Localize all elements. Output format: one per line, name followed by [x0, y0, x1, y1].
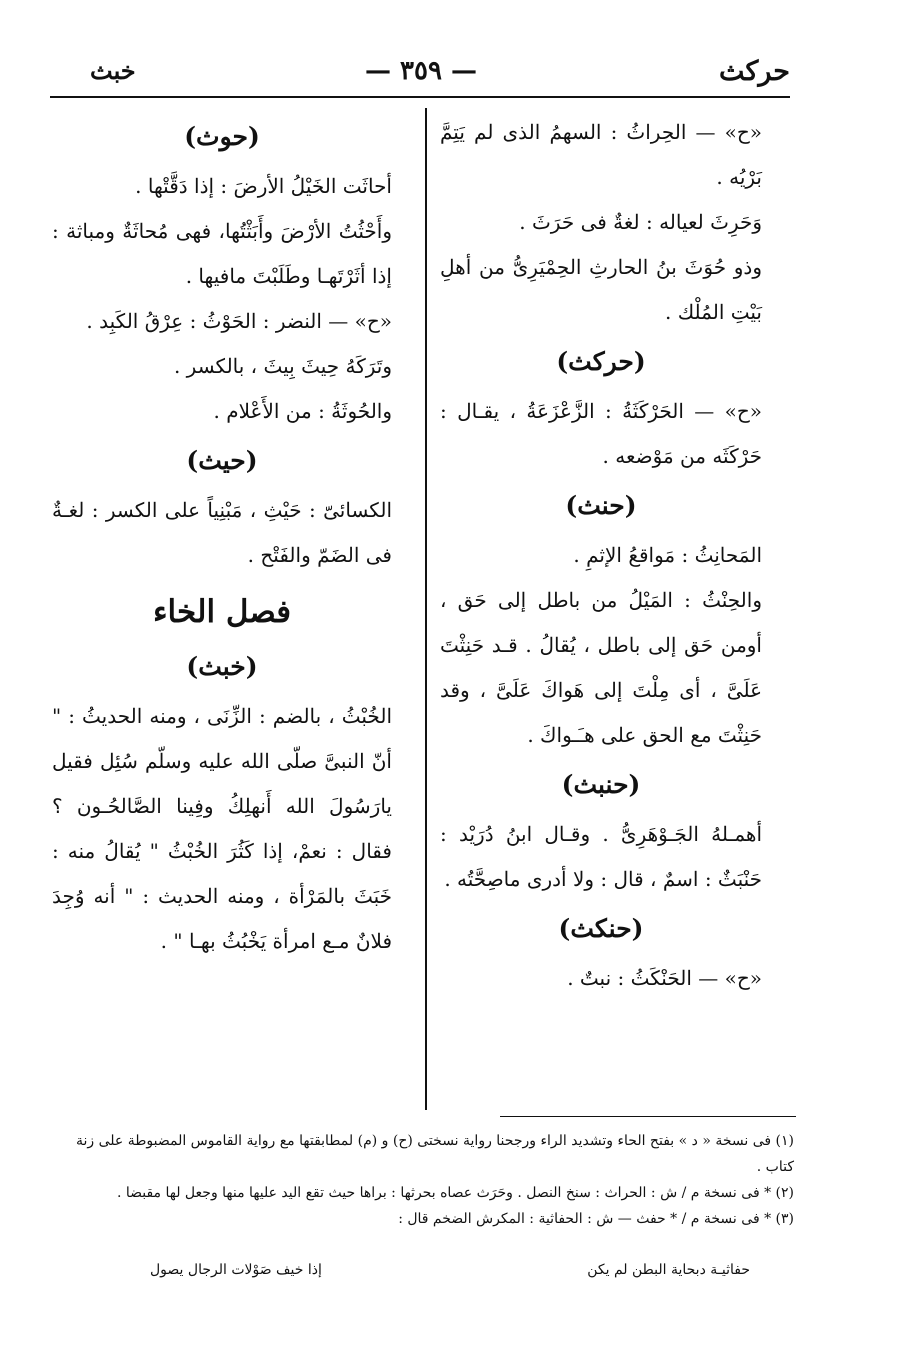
entry-paragraph: «ح» — الحَنْكَثُ : نبتٌ . [567, 966, 762, 990]
entry-paragraph: «ح» — الحَرْكَثَةُ : الزَّعْزَعَةُ ، يقـال : حَرْكَثَه من مَوْضعه . [440, 399, 762, 468]
footnote: (٢) * فى نسخة م / ش : الحراث : سنخ النصل . وحَرَث عصاه بحرثها : براها حيث تقع اليد عليها منها وجعل لها مقبضا . [116, 1185, 794, 1201]
entry-paragraph: أحاثَت الخَيْلُ الأرضَ : إذا دَقَّتْها . [135, 174, 392, 198]
footnote: (٣) * فى نسخة م / * حفث — ش : الحفاثية : المكرش الضخم قال : [398, 1211, 794, 1227]
header-right-word: حركث [719, 56, 790, 87]
entry-title: (حيث) [186, 446, 258, 475]
footnotes [52, 1128, 794, 1232]
entry-title: (حوث) [184, 122, 260, 151]
entry-paragraph: أهمـلهُ الجَـوْهَرِىُّ . وقـال ابنُ دُرَيْد : حَنْبَثٌ : اسمٌ ، قال : ولا أدرى ماصِحَّتُه . [440, 822, 762, 891]
entry-paragraph: والحِنْثُ : المَيْلُ من باطل إلى حَق ، أومن حَق إلى باطل ، يُقالُ . قـد حَنِثْتَ عَلَىَّ ، أى مِلْتَ إلى هَواكَ عَلَىَّ ، وقد حَنِثْتَ مع الحق على هـَـواكَ . [440, 588, 762, 747]
entry-paragraph: «ح» — النضر : الحَوْثُ : عِرْقُ الكَبِد . [86, 309, 392, 333]
header-left-word: خبث [90, 56, 136, 85]
footnote: (١) فى نسخة « د » بفتح الحاء وتشديد الراء ورجحنا رواية نسختى (ح) و (م) لمطابقتها مع رواية القاموس المضبوطة على زنة كتاب . [76, 1133, 794, 1175]
entry-paragraph: وأَحْثُتُ الأرْضَ وأَبَثْتُها، فهى مُحاثَةٌ ومباثة : إذا أثَرْتَهـا وطَلَبْتَ مافيها . [52, 219, 392, 288]
entry-paragraph: والحُوثَةُ : من الأَعْلام . [213, 399, 392, 423]
left-column [52, 110, 392, 964]
verse-first-hemistich: حفاثيـة دبحاية البطن لم يكن [587, 1262, 750, 1278]
page-header [52, 52, 790, 92]
section-title: فصل الخاء [152, 594, 292, 630]
entry-paragraph: الكسائىّ : حَيْثِ ، مَبْنِياً على الكسر : لغـةٌ فى الضَمّ والفَتْح . [52, 498, 392, 567]
footnote-rule [500, 1116, 796, 1117]
entry-paragraph: المَحانِثُ : مَواقعُ الإثمِ . [573, 543, 762, 567]
entry-title: (خبث) [186, 652, 258, 681]
entry-paragraph: وذو حُوَثَ بنُ الحارثِ الحِمْيَرِىُّ من أهلِ بَيْتِ المُلْك . [440, 255, 762, 324]
header-rule [50, 96, 790, 98]
entry-title: (حنكث) [558, 914, 644, 943]
right-column [440, 110, 762, 1001]
entry-title: (حركث) [556, 347, 646, 376]
entry-paragraph: وَحَرِثَ لعياله : لغةٌ فى حَرَثَ . [519, 210, 762, 234]
verse-second-hemistich: إذا خيف صَوْلات الرجال يصول [150, 1262, 322, 1278]
entry-paragraph: «ح» — الحِراثُ : السهمُ الذى لم يَتِمَّ بَرْيُه . [440, 120, 762, 189]
entry-paragraph: الخُبْثُ ، بالضم : الزِّنَى ، ومنه الحديثُ : " أنّ النبىَّ صلّى الله عليه وسلّم سُئِل فقيل يارَسُولَ الله أَنهلِكُ وفِينا الصَّالحُـون ؟ فقال : نعمْ، إذا كَثُرَ الخُبْثُ " يُقالُ منه : خَبَثَ بالمَرْأة ، ومنه الحديث : " أنه وُجِدَ فلانٌ مـع امرأة يَخْبُثُ بهـا " . [52, 704, 392, 953]
entry-title: (حنبث) [561, 770, 641, 799]
footnote-verse [150, 1262, 750, 1288]
column-divider [425, 108, 427, 1110]
entry-paragraph: وتَرَكَهُ حِيثَ بِيثَ ، بالكسر . [173, 354, 392, 378]
entry-title: (حنث) [565, 491, 637, 520]
page-number: — ٣٥٩ — [364, 56, 478, 86]
